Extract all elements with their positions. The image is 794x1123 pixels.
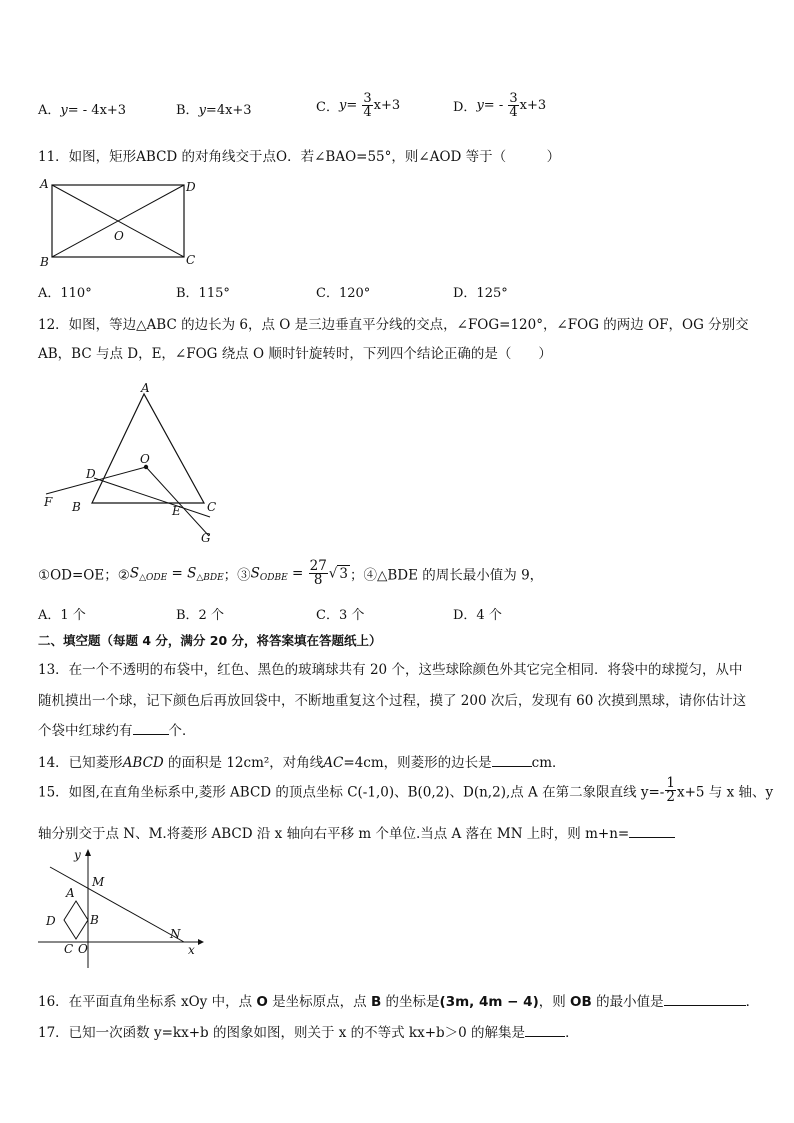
q12-option-d: D．4 个: [453, 608, 502, 623]
label-c: C: [64, 942, 74, 956]
q15-line1: 15．如图,在直角坐标系中,菱形 ABCD 的顶点坐标 C(-1,0)、B(0,2)、D(n,2),点 A 在第二象限直线 y=- $\frac{1}{2}$ x+5 与 x 轴、y: [38, 775, 774, 805]
label-a: A: [141, 382, 150, 395]
label-y: y: [74, 848, 81, 862]
q10-option-c: C．y= $\frac{3}{4}$ x+3: [316, 91, 401, 120]
answer-blank: [492, 754, 532, 767]
q11-rectangle-figure: [36, 174, 206, 270]
q14-stem: 14．已知菱形ABCD 的面积是 12cm²，对角线AC=4cm，则菱形的边长是 cm．: [38, 755, 566, 771]
label-f: F: [44, 495, 53, 509]
fraction: $\frac{3}{4}$: [509, 91, 518, 120]
q10-option-b: B．y=4x+3: [176, 103, 252, 118]
label-c: C: [186, 253, 196, 267]
label-b: B: [72, 500, 81, 514]
fraction: $\frac{1}{2}$: [666, 775, 675, 805]
q17-stem: 17．已知一次函数 y=kx+b 的图象如图，则关于 x 的不等式 kx+b＞0 的解集是 ．: [38, 1025, 579, 1041]
label-g: G: [201, 531, 211, 545]
q12-triangle-figure: [36, 382, 236, 550]
label-d: D: [86, 467, 96, 481]
label-b: B: [90, 913, 99, 927]
q12-option-a: A．1 个: [38, 608, 86, 623]
q12-stem-line2: AB，BC 与点 D，E，∠FOG 绕点 O 顺时针旋转时，下列四个结论正确的是（ ）: [38, 346, 552, 362]
q11-option-c: C．120°: [316, 286, 371, 301]
q12-conclusions: ①OD=OE；$②S_{\triangle ODE} = S_{\triangle BDE}$；$③S_{ODBE}$ = $\frac{27}{8}$ √ 3 ；④△BDE 的周长最小值为 9，: [38, 558, 544, 588]
q15-line2: 轴分别交于点 N、M.将菱形 ABCD 沿 x 轴向右平移 m 个单位.当点 A 落在 MN 上时，则 m+n=: [38, 822, 675, 842]
label-e: E: [172, 504, 181, 518]
q12-stem-line1: 12．如图，等边△ABC 的边长为 6，点 O 是三边垂直平分线的交点，∠FOG=120°，∠FOG 的两边 OF，OG 分别交: [38, 317, 749, 333]
answer-blank: [133, 722, 169, 735]
q11-option-b: B．115°: [176, 286, 230, 301]
q12-option-c: C．3 个: [316, 608, 365, 623]
q15-coordinate-figure: [36, 846, 206, 972]
answer-blank: [525, 1024, 565, 1037]
q11-option-a: A．110°: [38, 286, 92, 301]
q11-stem: 11．如图，矩形ABCD 的对角线交于点O．若∠BAO=55°，则∠AOD 等于（ ）: [38, 149, 561, 165]
q11-option-d: D．125°: [453, 286, 508, 301]
q10-option-a: A．y= - 4x+3: [38, 103, 127, 118]
label-a: A: [40, 177, 49, 191]
fraction: $\frac{27}{8}$: [309, 558, 327, 588]
q12-option-b: B．2 个: [176, 608, 224, 623]
answer-blank: [664, 993, 746, 1006]
q13-line1: 13．在一个不透明的布袋中，红色、黑色的玻璃球共有 20 个，这些球除颜色外其它完全相同．将袋中的球搅匀，从中: [38, 662, 743, 678]
q13-line2: 随机摸出一个球，记下颜色后再放回袋中，不断地重复这个过程，摸了 200 次后，发现有 60 次摸到黑球，请你估计这: [38, 693, 747, 709]
q10-option-d: D．y= - $\frac{3}{4}$ x+3: [453, 91, 547, 120]
label-d: D: [46, 914, 56, 928]
section-heading: 二、填空题（每题 4 分，满分 20 分，将答案填在答题纸上）: [38, 633, 382, 648]
label-b: B: [40, 255, 49, 269]
label-o: O: [140, 452, 150, 466]
label-m: M: [92, 875, 105, 889]
q16-stem: 16．在平面直角坐标系 xOy 中，点 O 是坐标原点，点 B 的坐标是(3m, 4m − 4)，则 OB 的最小值是 ．: [38, 994, 760, 1010]
q13-line3: 个袋中红球约有 个．: [38, 723, 196, 739]
label-o: O: [78, 942, 88, 956]
label-c: C: [207, 500, 217, 514]
label-o: O: [114, 229, 124, 243]
label-d: D: [186, 180, 196, 194]
fraction: $\frac{3}{4}$: [363, 91, 372, 120]
label-x: x: [188, 943, 195, 957]
label-n: N: [170, 927, 181, 941]
label-a: A: [66, 886, 75, 900]
answer-blank: [629, 825, 675, 838]
